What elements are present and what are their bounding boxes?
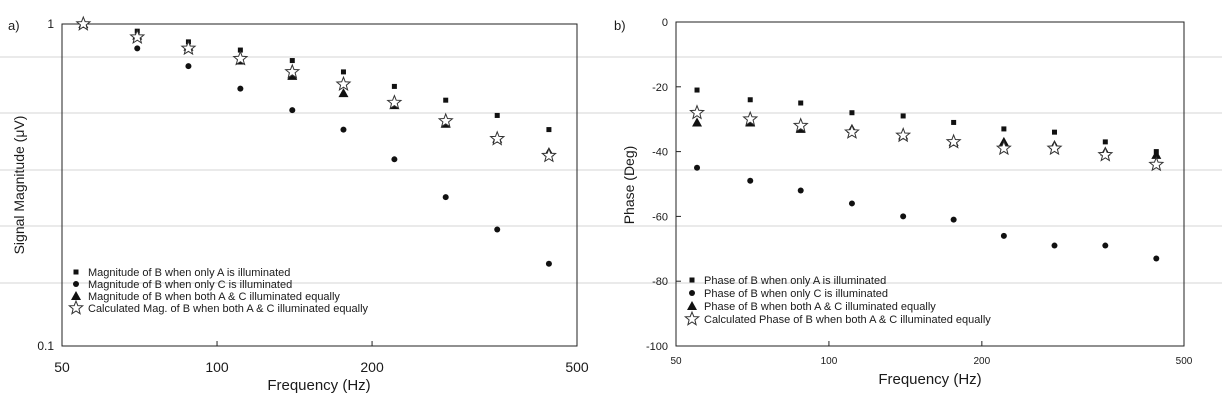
data-point-square (495, 113, 500, 118)
data-point-circle (1153, 256, 1159, 262)
panel-a (8, 17, 589, 394)
data-point-circle (849, 200, 855, 206)
data-point-star (997, 141, 1010, 154)
legend-marker-star (685, 312, 698, 325)
y-axis-label: Phase (Deg) (621, 145, 637, 225)
y-tick-label: 0 (661, 17, 668, 29)
x-axis-label: Frequency (Hz) (878, 371, 982, 388)
legend (69, 267, 368, 315)
legend-label: Magnitude of B when only C is illuminated (88, 279, 293, 291)
data-point-star (845, 125, 858, 138)
data-point-circle (340, 127, 346, 133)
panel-label: a) (8, 18, 20, 33)
data-point-circle (1001, 233, 1007, 239)
x-axis-label: Frequency (Hz) (267, 377, 371, 394)
data-point-circle (443, 194, 449, 200)
data-point-circle (185, 63, 191, 69)
data-point-square (849, 110, 854, 115)
legend-marker-triangle (687, 301, 697, 310)
y-tick-label: -20 (652, 81, 668, 94)
data-point-circle (747, 178, 753, 184)
data-point-circle (798, 187, 804, 193)
data-point-star (690, 106, 703, 119)
data-point-star (1048, 141, 1061, 154)
data-point-circle (494, 227, 500, 233)
data-point-circle (1102, 243, 1108, 249)
x-tick-label: 200 (973, 356, 991, 367)
legend-label: Magnitude of B when only A is illuminated (88, 267, 291, 279)
legend-label: Phase of B when only A is illuminated (704, 275, 887, 287)
axis-ticks (37, 17, 589, 375)
legend-marker-square (74, 270, 79, 275)
data-point-circle (134, 45, 140, 51)
y-tick-label: -60 (652, 211, 668, 224)
legend-label: Calculated Phase of B when both A & C illuminated equally (704, 314, 991, 326)
legend-label: Phase of B when only C is illuminated (704, 288, 889, 300)
x-tick-label: 500 (565, 359, 589, 375)
panel-b (614, 17, 1193, 388)
data-point-square (901, 113, 906, 118)
legend-marker-circle (689, 290, 695, 296)
y-tick-label: -40 (652, 146, 668, 159)
data-point-circle (694, 165, 700, 171)
data-point-circle (546, 261, 552, 267)
data-point-circle (237, 86, 243, 92)
legend-marker-square (690, 278, 695, 283)
x-tick-label: 100 (205, 359, 229, 375)
data-point-star (182, 41, 195, 54)
legend-label: Phase of B when both A & C illuminated equally (704, 301, 936, 313)
x-tick-label: 100 (820, 356, 838, 367)
data-point-square (392, 84, 397, 89)
y-tick-label: 0.1 (37, 339, 54, 353)
legend-label: Magnitude of B when both A & C illuminated equally (88, 291, 340, 303)
legend-marker-circle (73, 281, 79, 287)
x-tick-label: 50 (54, 359, 70, 375)
data-point-square (1103, 139, 1108, 144)
background-lines (0, 57, 1222, 283)
data-point-circle (289, 107, 295, 113)
legend-label: Calculated Mag. of B when both A & C illuminated equally (88, 303, 369, 315)
data-point-triangle (692, 117, 702, 126)
data-point-square (341, 69, 346, 74)
legend-marker-triangle (71, 291, 81, 300)
data-point-star (1099, 148, 1112, 161)
y-tick-label: 1 (47, 17, 54, 31)
data-point-square (695, 88, 700, 93)
data-marks (77, 17, 556, 267)
data-point-star (1150, 158, 1163, 171)
data-point-square (1001, 126, 1006, 131)
panel-label: b) (614, 18, 626, 33)
data-point-square (748, 97, 753, 102)
data-point-star (542, 149, 555, 162)
legend-marker-star (69, 301, 82, 314)
y-tick-label: -80 (652, 276, 668, 289)
data-point-circle (900, 213, 906, 219)
data-point-square (798, 101, 803, 106)
x-tick-label: 200 (360, 359, 384, 375)
x-tick-label: 500 (1175, 356, 1193, 367)
data-point-square (443, 98, 448, 103)
data-point-circle (1051, 243, 1057, 249)
data-marks (690, 88, 1163, 262)
data-point-square (546, 127, 551, 132)
y-tick-label: -100 (645, 341, 668, 353)
y-axis-label: Signal Magnitude (μV) (11, 115, 27, 255)
data-point-circle (391, 156, 397, 162)
data-point-circle (951, 217, 957, 223)
data-point-square (951, 120, 956, 125)
data-point-square (290, 58, 295, 63)
data-point-star (131, 30, 144, 43)
data-point-square (1052, 130, 1057, 135)
x-tick-label: 50 (670, 356, 682, 367)
data-point-star (337, 77, 350, 90)
